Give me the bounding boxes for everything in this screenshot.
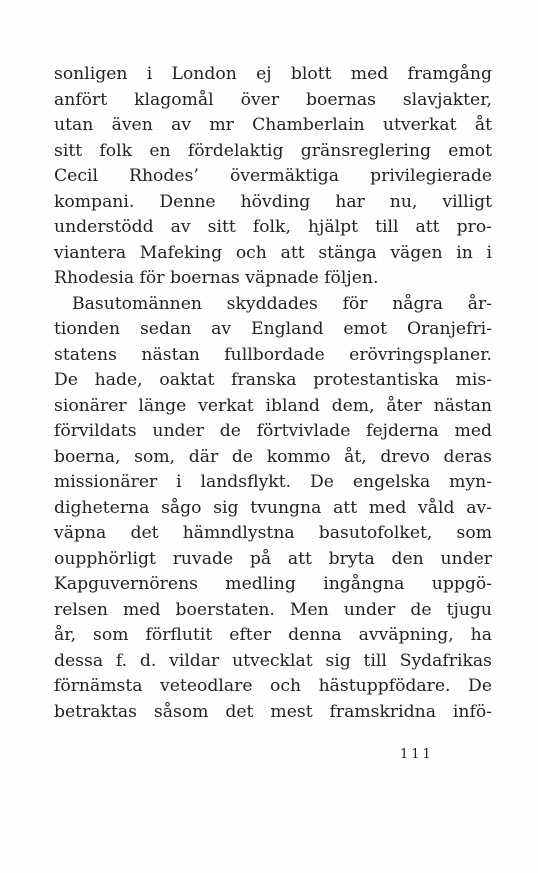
text-line: väpna det hämndlystna basutofolket, som xyxy=(54,523,492,543)
text-line: relsen med boerstaten. Men under de tjugu xyxy=(54,599,492,620)
text-line: tionden sedan av England emot Oranjefri- xyxy=(54,319,492,339)
text-line: Basutomännen skyddades för några år- xyxy=(72,293,492,314)
text-line: boerna, som, där de kommo åt, drevo deras xyxy=(54,446,492,467)
text-line: digheterna sågo sig tvungna att med våld av- xyxy=(54,497,492,518)
text-line: Kapguvernörens medling ingångna uppgö- xyxy=(54,574,492,594)
text-line: De hade, oaktat franska protestantiska mis- xyxy=(54,370,492,390)
text-line: viantera Mafeking och att stänga vägen in i xyxy=(54,242,492,263)
page-number: 111 xyxy=(400,747,434,762)
text-line: dessa f. d. vildar utvecklat sig till Sydafrikas xyxy=(54,650,492,671)
text-line: sionärer länge verkat ibland dem, åter nästan xyxy=(54,395,492,416)
text-line: betraktas såsom det mest framskridna infö- xyxy=(54,701,492,722)
body-text xyxy=(54,62,492,725)
text-line: Rhodesia för boernas väpnade följen. xyxy=(54,268,379,288)
text-line: kompani. Denne hövding har nu, villigt xyxy=(54,191,492,212)
text-line: Cecil Rhodes’ övermäktiga privilegierade xyxy=(54,166,492,186)
text-line: förvildats under de förtvivlade fejderna med xyxy=(54,421,492,441)
text-line: statens nästan fullbordade erövringsplaner. xyxy=(54,344,492,365)
text-line: understödd av sitt folk, hjälpt till att pro- xyxy=(54,217,492,237)
text-line: missionärer i landsflykt. De engelska myn- xyxy=(54,472,492,492)
text-line: oupphörligt ruvade på att bryta den under xyxy=(54,548,492,569)
text-line: sonligen i London ej blott med framgång xyxy=(54,64,492,84)
text-line: utan även av mr Chamberlain utverkat åt xyxy=(54,115,492,135)
text-line: år, som förflutit efter denna avväpning, ha xyxy=(54,625,492,645)
text-line: förnämsta veteodlare och hästuppfödare. De xyxy=(54,676,492,696)
text-line: anfört klagomål över boernas slavjakter, xyxy=(54,89,492,110)
text-line: sitt folk en fördelaktig gränsreglering emot xyxy=(54,140,492,161)
